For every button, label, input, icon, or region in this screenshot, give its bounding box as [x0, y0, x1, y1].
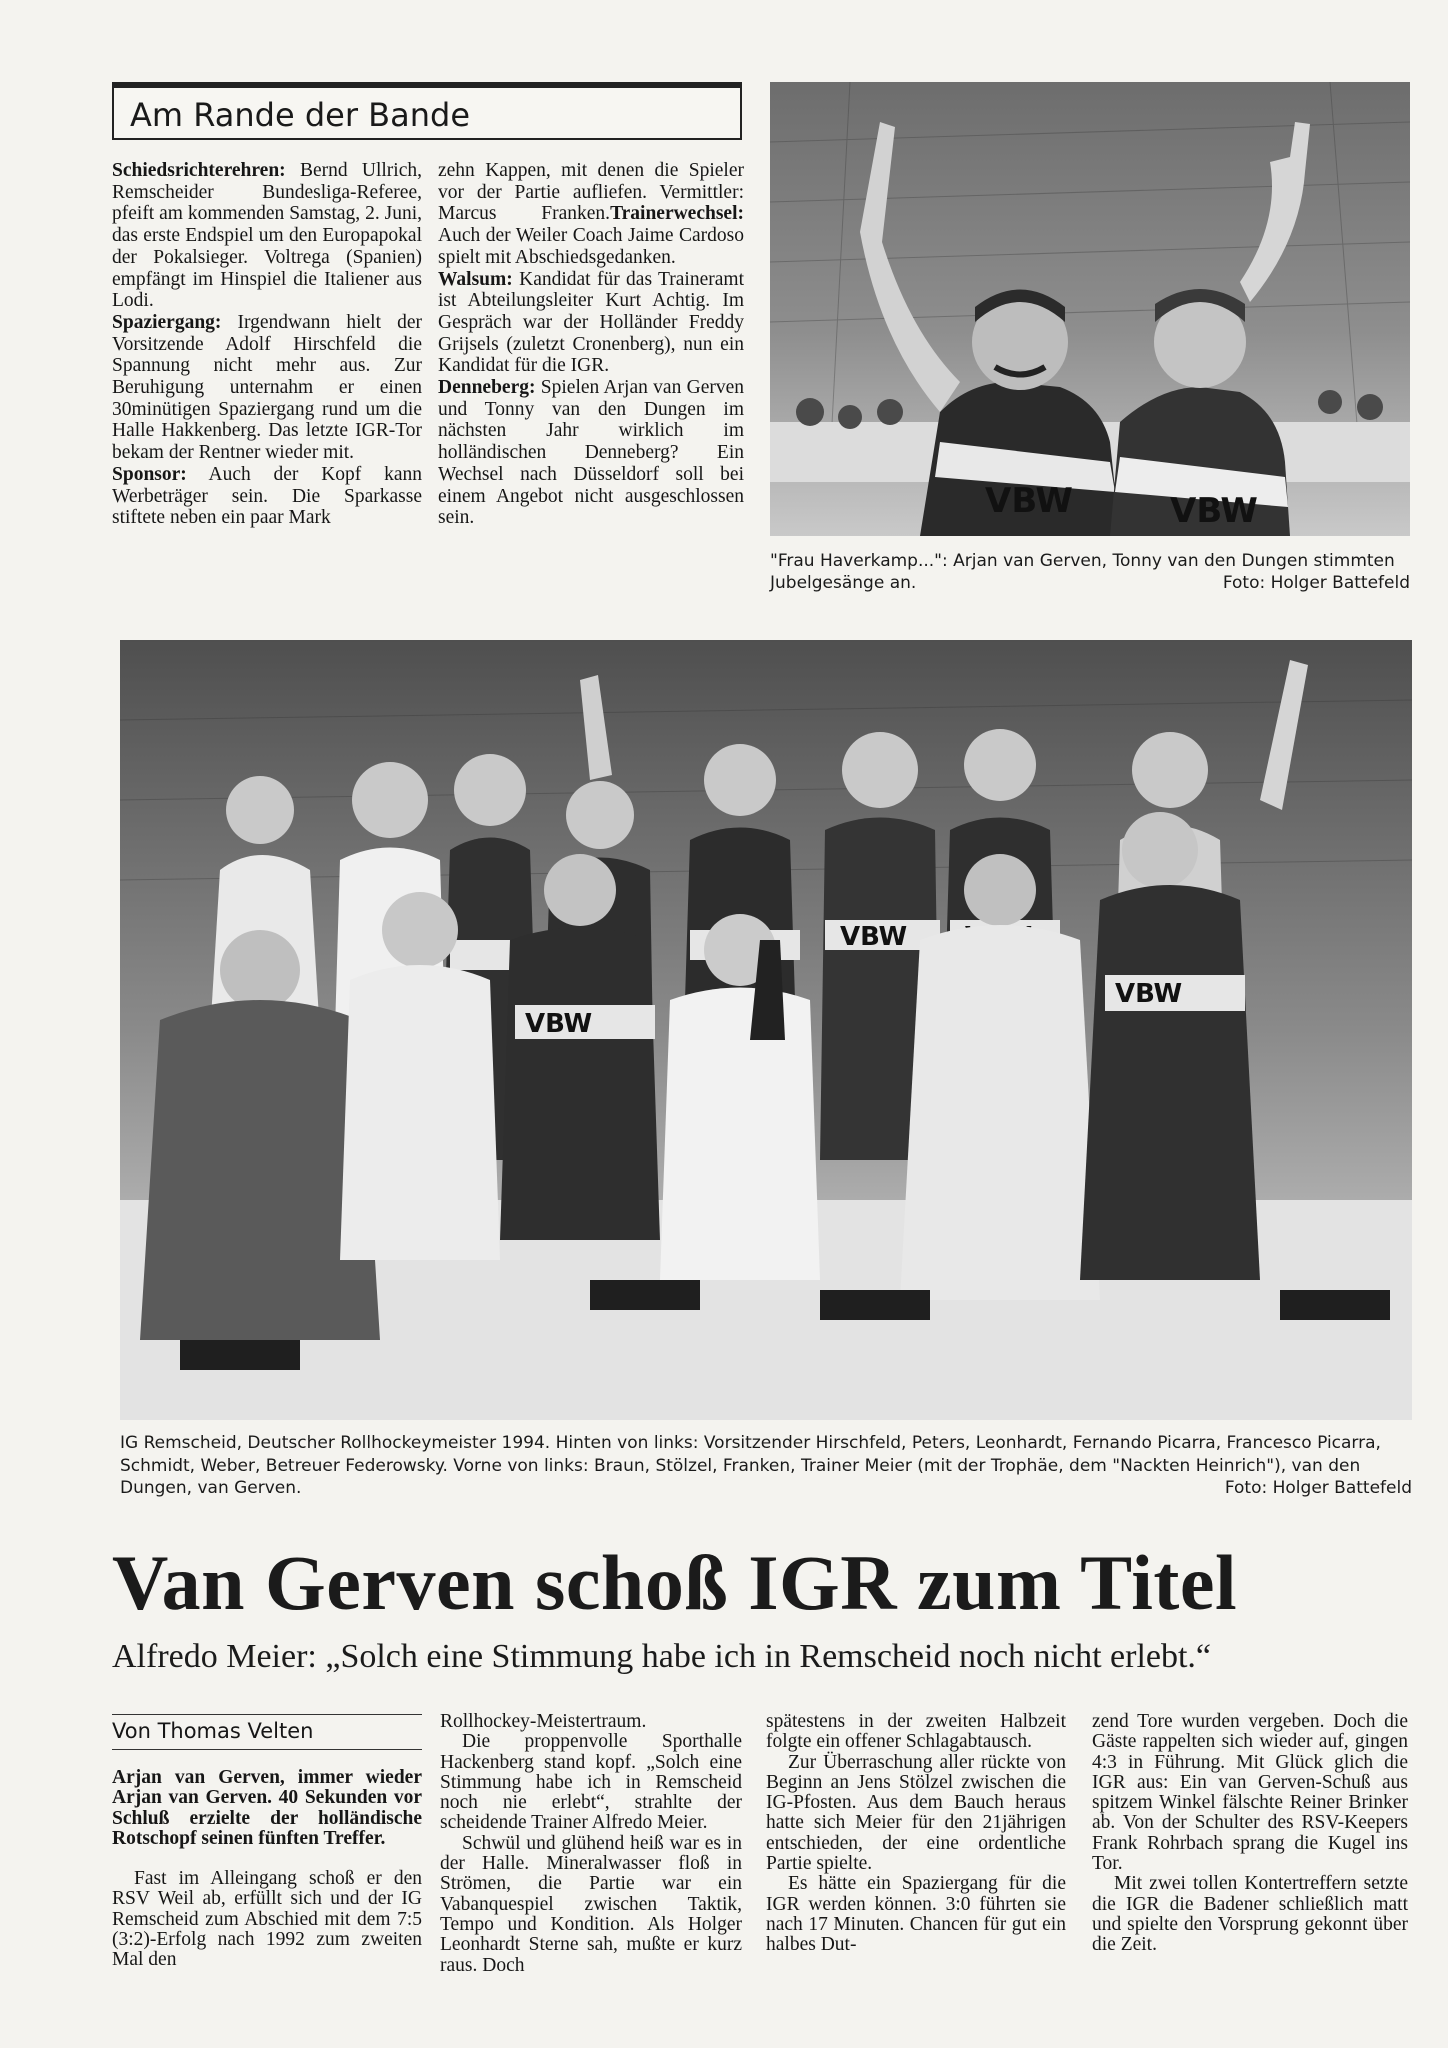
- photo-celebration: [770, 82, 1410, 536]
- article-headline: Van Gerven schoß IGR zum Titel: [112, 1539, 1238, 1626]
- jersey-logo: VBW: [1115, 979, 1183, 1009]
- jersey-logo: VBW: [525, 1009, 593, 1039]
- team-photo-illustration: [120, 640, 1412, 1420]
- jersey-logo-right: VBW: [1170, 491, 1258, 531]
- photo-top-credit: Foto: Holger Battefeld: [1222, 573, 1410, 593]
- article-paragraph: spätestens in der zweiten Halbzeit folgte ein offener Schlagabtausch.: [766, 1711, 1066, 1753]
- column-paragraph: Schiedsrichterehren: Bernd Ullrich, Remscheider Bundesliga-Referee, pfeift am kommenden Samstag, 2. Juni, das erste Endspiel um den Europapokal der Pokalsieger. Voltrega (Spanien) empfängt im Hinspiel die Italiener aus Lodi.: [112, 160, 422, 312]
- photo-main-caption: [120, 1432, 1412, 1500]
- column-text-col2: [438, 160, 744, 529]
- article-col4: [1092, 1712, 1408, 1956]
- column-title: Am Rande der Bande: [130, 96, 470, 134]
- article-col3: [766, 1712, 1066, 1956]
- article-paragraph: Zur Überraschung aller rückte von Beginn an Jens Stölzel zwischen die IG-Pfosten. Aus dem Bauch heraus hatte sich Meier für den 21jährigen entschieden, der eine ordentliche Partie spielte.: [766, 1751, 1066, 1875]
- photo-illustration: [770, 82, 1410, 536]
- article-subheadline: Alfredo Meier: „Solch eine Stimmung habe ich in Remscheid noch nicht erlebt.“: [112, 1638, 1212, 1675]
- photo-top-caption-text: "Frau Haverkamp...": Arjan van Gerven, Tonny van den Dungen stimmten Jubelgesänge an.: [770, 551, 1395, 593]
- photo-main-credit: Foto: Holger Battefeld: [1224, 1478, 1412, 1498]
- article-paragraph: zend Tore wurden vergeben. Doch die Gäste rappelten sich wieder auf, gingen 4:3 in Führung. Mit Glück glich die IGR aus: Ein van Gerven-Schuß aus spitzem Winkel fälschte Reiner Brinker ab. Von der Schulter des RSV-Keepers Frank Rohrbach sprang die Kugel ins Tor.: [1092, 1711, 1408, 1875]
- article-paragraph: Es hätte ein Spaziergang für die IGR werden können. 3:0 führten sie nach 17 Minuten. Chancen für gut ein halbes Dut-: [766, 1873, 1066, 1956]
- column-header: [112, 82, 742, 140]
- article-paragraph: Schwül und glühend heiß war es in der Halle. Mineralwasser floß in Strömen, die Partie war ein Vabanquespiel zwischen Taktik, Tempo und Kondition. Als Holger Leonhardt Sterne sah, mußte er kurz raus. Doch: [440, 1832, 742, 1976]
- article-paragraph: Fast im Alleingang schoß er den RSV Weil ab, erfüllt sich und der IG Remscheid zum Abschied mit dem 7:5 (3:2)-Erfolg nach 1992 zum zweiten Mal den: [112, 1868, 422, 1971]
- jersey-logo: VBW: [840, 922, 908, 952]
- jersey-logo-left: VBW: [985, 481, 1073, 521]
- column-paragraph: Walsum: Kandidat für das Traineramt ist Abteilungsleiter Kurt Achtig. Im Gespräch war der Holländer Freddy Grijsels (zuletzt Cronenberg), nun ein Kandidat für die IGR.: [438, 268, 744, 377]
- column-paragraph: Sponsor: Auch der Kopf kann Werbeträger sein. Die Sparkasse stiftete neben ein paar Mark: [112, 463, 422, 529]
- photo-team: [120, 640, 1412, 1420]
- column-text-col1: [112, 160, 422, 529]
- article-byline: Von Thomas Velten: [112, 1714, 422, 1750]
- article-col2: [440, 1712, 742, 1976]
- article-paragraph: Mit zwei tollen Kontertreffern setzte die IGR die Badener schließlich matt und spielte den Vorsprung gekonnt über die Zeit.: [1092, 1873, 1408, 1956]
- article-paragraph: Rollhockey-Meistertraum.: [440, 1711, 647, 1732]
- photo-main-caption-text: IG Remscheid, Deutscher Rollhockeymeister 1994. Hinten von links: Vorsitzender Hirschfeld, Peters, Leonhardt, Fernando Picarra, Francesco Picarra, Schmidt, Weber, Betreuer Federowsky. Vorne von links: Braun, Stölzel, Franken, Trainer Meier (mit der Trophäe, dem "Nackten Heinrich"), van den Dungen, van Gerven.: [120, 1433, 1381, 1498]
- column-paragraph: Spaziergang: Irgendwann hielt der Vorsitzende Adolf Hirschfeld die Spannung nicht mehr aus. Zur Beruhigung unternahm er einen 30minütigen Spaziergang rund um die Halle Hakkenberg. Das letzte IGR-Tor bekam der Rentner wieder mit.: [112, 311, 422, 464]
- article-paragraph: Die proppenvolle Sporthalle Hackenberg stand kopf. „Solch eine Stimmung habe ich in Remscheid noch nie erlebt“, strahlte der scheidende Trainer Alfredo Meier.: [440, 1731, 742, 1834]
- column-paragraph: zehn Kappen, mit denen die Spieler vor der Partie aufliefen. Vermittler: Marcus Franken.Trainerwechsel: Auch der Weiler Coach Jaime Cardoso spielt mit Abschiedsgedanken.: [438, 160, 744, 268]
- column-paragraph: Denneberg: Spielen Arjan van Gerven und Tonny van den Dungen im nächsten Jahr wirklich im holländischen Denneberg? Ein Wechsel nach Düsseldorf soll bei einem Angebot nicht ausgeschlossen sein.: [438, 377, 744, 529]
- article-lead: Arjan van Gerven, immer wieder Arjan van Gerven. 40 Sekunden vor Schluß erzielte der holländische Rotschopf seinen fünften Treffer.: [112, 1767, 422, 1849]
- photo-top-caption: [770, 550, 1410, 594]
- article-col1: [112, 1768, 422, 1971]
